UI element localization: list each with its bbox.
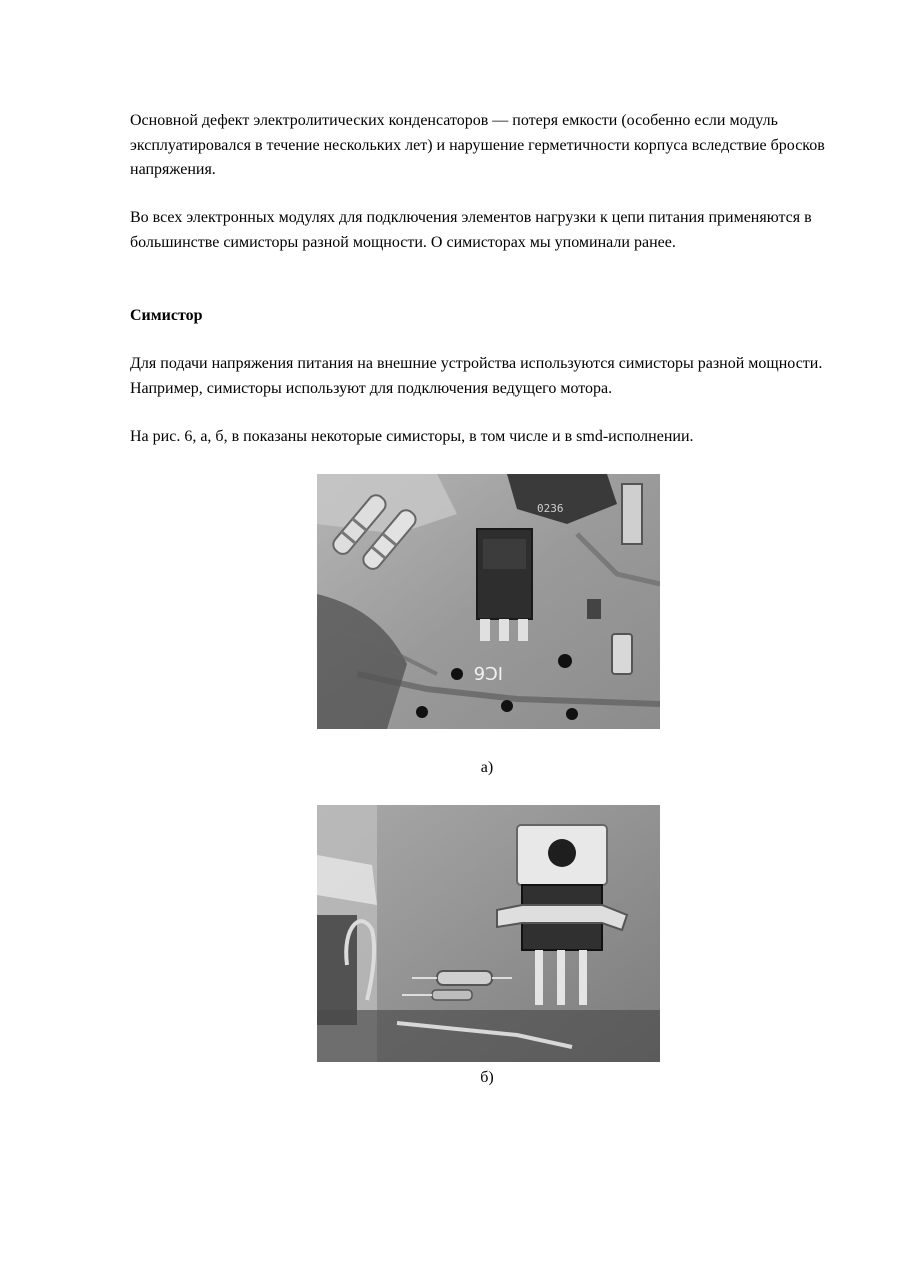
figure-a-image [317, 474, 660, 729]
figure-b-image [317, 805, 660, 1062]
figure-a-caption: а) [480, 759, 494, 776]
figure-b-caption: б) [480, 1069, 494, 1086]
figure-b-photo [317, 805, 660, 1062]
paragraph-figure-reference: На рис. 6, а, б, в показаны некоторые симисторы, в том числе и в smd-исполнении. [130, 428, 694, 445]
paragraph-capacitor-defects: Основной дефект электролитических конденсаторов — потеря емкости (особенно если модуль эксплуатировался в течение нескольких лет) и нарушение герметичности корпуса вследствие бросков напряжения. [130, 112, 825, 178]
paragraph-triac-usage: Во всех электронных модулях для подключения элементов нагрузки к цепи питания применяются в большинстве симисторы разной мощности. О симисторах мы упоминали ранее. [130, 209, 812, 251]
section-heading: Симистор [130, 307, 203, 324]
figure-a-photo [317, 474, 660, 729]
figure-a-part-label: 0236 [537, 502, 564, 515]
figure-a-board-label: IC6 [473, 662, 503, 683]
paragraph-triac-power: Для подачи напряжения питания на внешние устройства используются симисторы разной мощности. Например, симисторы используют для подключения ведущего мотора. [130, 355, 823, 397]
